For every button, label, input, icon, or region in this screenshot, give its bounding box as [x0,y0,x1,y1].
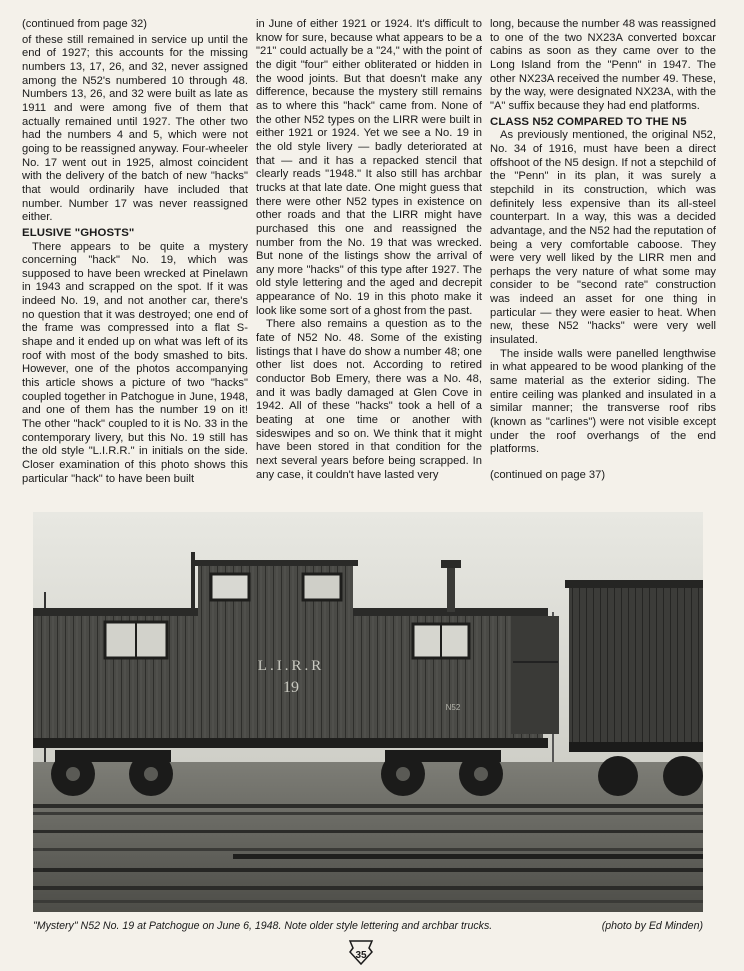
caption-text: "Mystery" N52 No. 19 at Patchogue on June 6, 1948. Note older style lettering and archbar trucks. [33,920,493,932]
text-column-1 [22,18,248,486]
paragraph: The inside walls were panelled lengthwise in what appeared to be wood planking of the same material as the exterior siding. The entire ceiling was planked and insulated in a similar manner; the transverse roof ribs (known as "carlines") were not visible except under the roof overhangs of the end platforms. [490,347,716,456]
car-lettering: L.I.R.R [257,658,325,674]
section-heading: CLASS N52 COMPARED TO THE N5 [490,115,687,128]
page-number-badge [347,938,375,966]
paragraph: There appears to be quite a mystery concerning "hack" No. 19, which was supposed to have been wrecked at Pinelawn in 1943 and scrapped on the spot. If it was indeed No. 19, and not another car, there's no question that it was destroyed; one end of the frame was compressed into a flat S-shape and it ended up on what was left of its roof with most of the body smashed to bits. However, one of the photos accompanying this article shows a picture of two "hacks" coupled together in Patchogue in June, 1948, and one of them has the number 19 on it! The other "hack" coupled to it is No. 33 in the contemporary livery, but this No. 19 still has the old style "L.I.R.R." in initials on the side. Closer examination of this photo shows this particular "hack" to have been built [22,240,248,485]
paragraph: in June of either 1921 or 1924. It's difficult to know for sure, because what appears to be a "21" could actually be a "24," with the point of the digit "four" either obliterated or hidden in the wood joints. But that doesn't make any difference, because the mystery still remains as to where this "hack" came from. None of the other N52 types on the LIRR were built in either 1921 or 1924. Yet we see a No. 19 in the old style livery — badly deteriorated at that — and it has a repacked stencil that clearly reads "1948." It also still has archbar trucks at that late date. One might guess that there were other N52 types in existence on other roads and that the LIRR might have purchased this one and reassigned the number from the No. 19 that was wrecked. But none of the listings show the arrival of any more "hacks" of this type after 1927. The old style lettering and the aged and decrepit appearance of No. 19 in this photo make it look like some sort of a ghost from the past. [256,18,482,317]
photo-credit: (photo by Ed Minden) [601,920,703,932]
section-heading: ELUSIVE "GHOSTS" [22,226,135,239]
page-number: 35 [355,950,367,961]
text-column-2 [256,18,482,482]
photo-caption [33,920,703,932]
paragraph: long, because the number 48 was reassigned to one of the two NX23A converted boxcar cabins as soon as they came over to the Long Island from the "Penn" in 1947. The other NX23A received the number 49. These, by the way, were designated NX23A, with the "A" suffix because they had end platforms. [490,18,716,112]
continued-from-note: (continued from page 32) [22,18,148,30]
paragraph: As previously mentioned, the original N52, No. 34 of 1916, must have been a direct offshoot of the N5 design. If not a stepchild of the "Penn" in its plan, it was surely a stepchild in its construction, which was definitely less expensive than its all-steel counterpart. In a way, this was a decided advantage, and the N52 had the reputation of being a very comfortable caboose. They were very well liked by the LIRR men and perhaps the very nature of what some may consider to be "second rate" construction was indeed an asset for one thing in particular — they were easier to heat. When new, these N52 "hacks" were very well insulated. [490,129,716,347]
car-stencil: N52 [445,703,461,712]
car-number: 19 [283,679,299,696]
text-column-3 [490,18,716,483]
caboose-photo [33,512,703,912]
paragraph: of these still remained in service up until the end of 1927; this accounts for the missing numbers 13, 17, 26, and 32, never assigned among the N52's numbered 10 through 48. Numbers 13, 26, and 32 were built as late as 1911 and were among five of them that actually remained until 1927. The other two had the numbers 4 and 5, which were not going to be reassigned anyway. Four-wheeler No. 17 went out in 1925, almost coincident with the delivery of the batch of new "hacks" that would ordinarily have included that number. Number 17 was never reassigned either. [22,33,248,224]
continued-on-note: (continued on page 37) [490,469,606,481]
paragraph: There also remains a question as to the fate of N52 No. 48. Some of the existing listings that I have do show a number 48; one other list does not. According to retired conductor Bob Emery, there was a No. 48, and it was badly damaged at Glen Cove in 1942. All of these "hacks" took a hell of a beating at one time or another with sideswipes and so on. We think that it might have been stored in that condition for the next several years before being scrapped. In any case, it couldn't have lasted very [256,318,482,481]
